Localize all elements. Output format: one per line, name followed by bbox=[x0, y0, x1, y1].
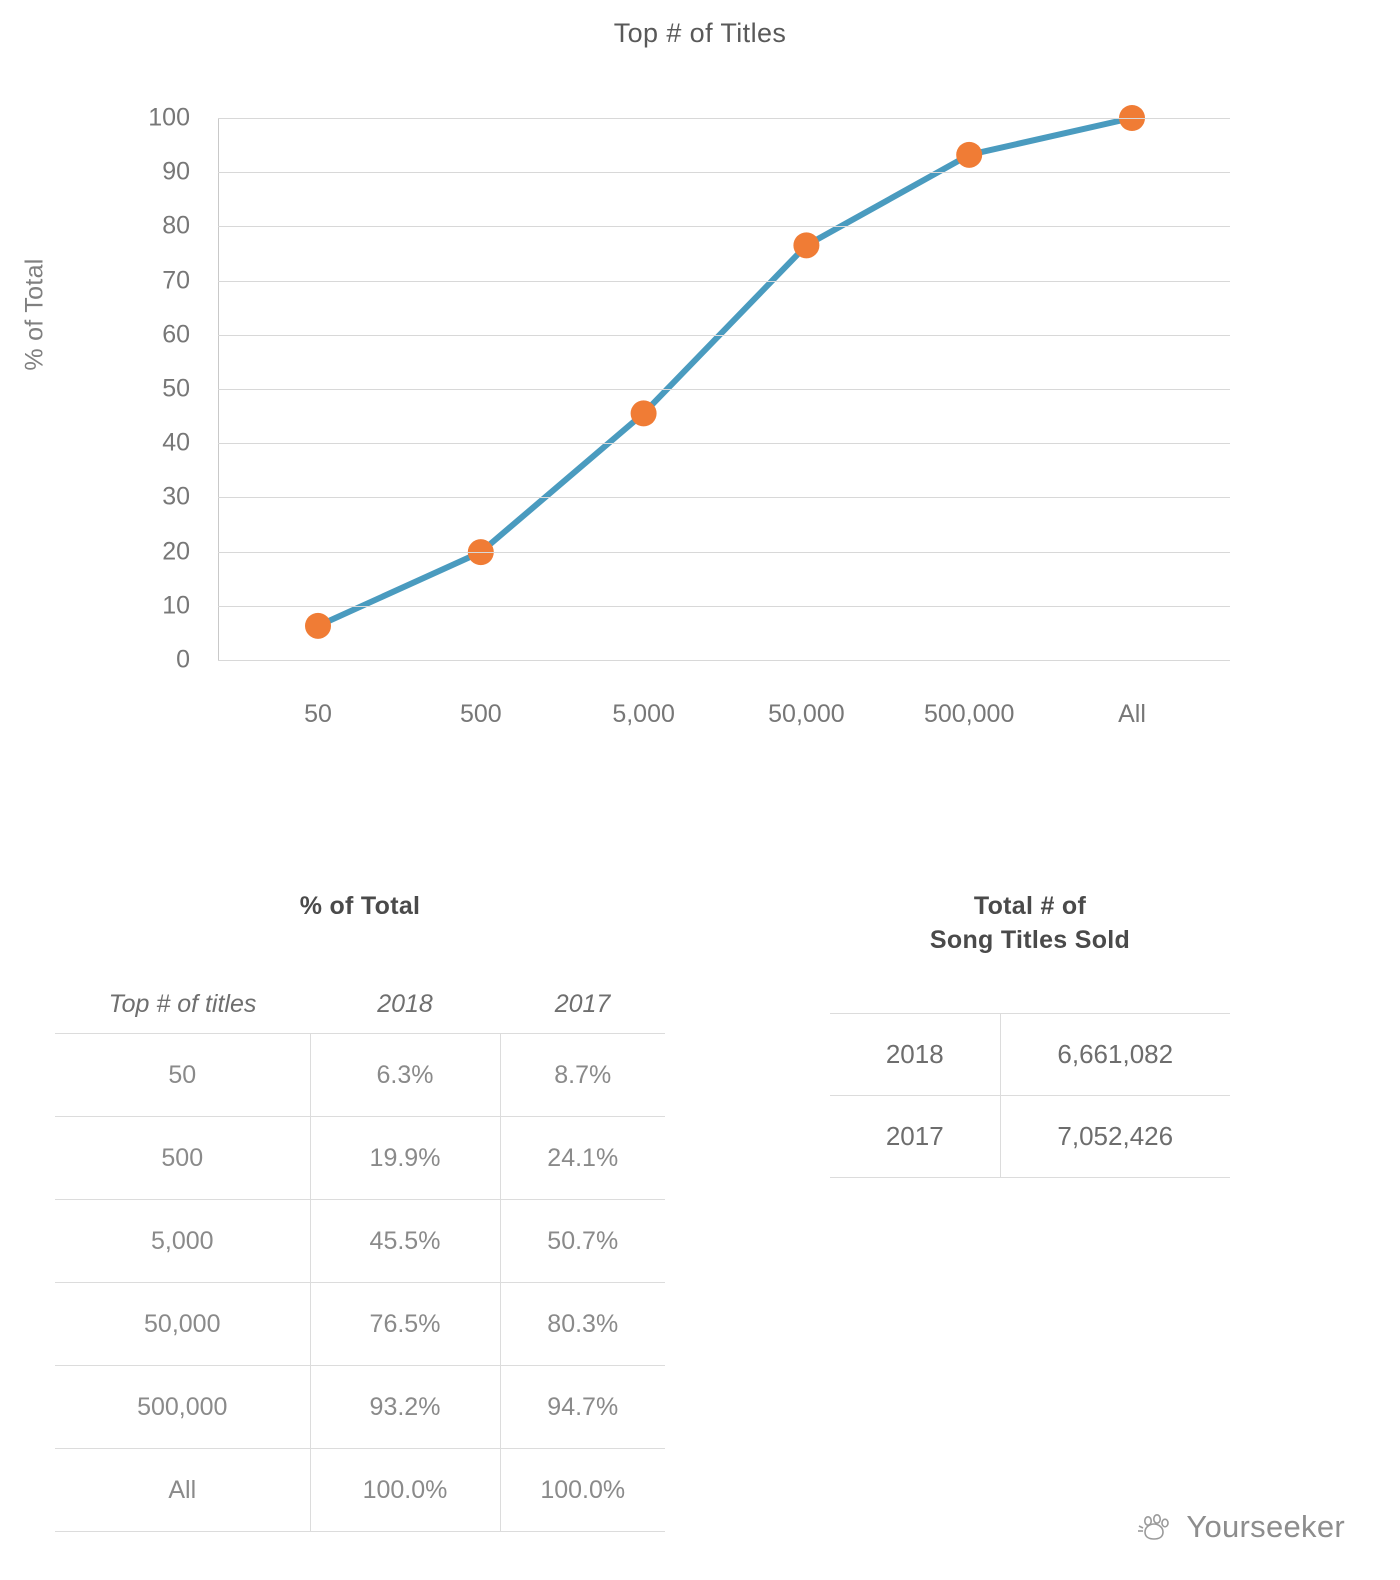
gridline bbox=[218, 443, 1230, 444]
table-cell: 94.7% bbox=[500, 1366, 665, 1449]
table-cell: 500 bbox=[55, 1117, 310, 1200]
data-point-marker bbox=[793, 232, 819, 258]
table-cell: 100.0% bbox=[310, 1449, 500, 1532]
gridline bbox=[218, 226, 1230, 227]
table-row bbox=[55, 1366, 665, 1449]
column-header: 2017 bbox=[554, 990, 611, 1018]
table-cell: 50 bbox=[55, 1034, 310, 1117]
table-cell: All bbox=[55, 1449, 310, 1532]
table-header-row bbox=[55, 976, 665, 1034]
table-row bbox=[55, 1200, 665, 1283]
paw-print-icon bbox=[1136, 1512, 1174, 1542]
totals-heading-line2: Song Titles Sold bbox=[929, 925, 1131, 954]
y-axis-tick: 100 bbox=[148, 103, 190, 132]
y-axis-tick: 70 bbox=[162, 266, 190, 295]
column-header: 2018 bbox=[377, 990, 433, 1018]
percent-of-total-table bbox=[55, 976, 665, 1533]
watermark bbox=[1136, 1509, 1345, 1545]
y-axis-tick: 50 bbox=[162, 374, 190, 403]
table-cell: 19.9% bbox=[310, 1117, 500, 1200]
gridline bbox=[218, 172, 1230, 173]
totals-heading-line1: Total # of bbox=[973, 892, 1087, 920]
x-axis-tick: 500 bbox=[459, 700, 502, 728]
value-cell: 6,661,082 bbox=[1000, 1013, 1230, 1095]
gridline bbox=[218, 552, 1230, 553]
gridline bbox=[218, 281, 1230, 282]
data-point-marker bbox=[956, 142, 982, 168]
table-row bbox=[830, 1095, 1230, 1177]
table-cell: 50.7% bbox=[500, 1200, 665, 1283]
y-axis-tick: 10 bbox=[162, 591, 190, 620]
x-axis-tick: All bbox=[1118, 700, 1146, 728]
y-axis-tick-labels bbox=[100, 103, 190, 674]
x-axis-tick: 50 bbox=[304, 700, 332, 728]
percent-of-total-table-block bbox=[55, 890, 665, 1532]
plot-area bbox=[218, 118, 1230, 660]
y-axis-tick: 20 bbox=[162, 537, 190, 566]
table-cell: 80.3% bbox=[500, 1283, 665, 1366]
table-cell: 24.1% bbox=[500, 1117, 665, 1200]
total-titles-sold-table bbox=[830, 1013, 1230, 1178]
x-axis-tick: 5,000 bbox=[612, 700, 675, 728]
x-axis-tick-labels bbox=[218, 700, 1230, 740]
x-axis-tick: 50,000 bbox=[768, 700, 845, 728]
year-cell: 2017 bbox=[830, 1095, 1000, 1177]
table-row bbox=[830, 1013, 1230, 1095]
y-axis-tick: 60 bbox=[162, 320, 190, 349]
table-cell: 93.2% bbox=[310, 1366, 500, 1449]
gridline bbox=[218, 660, 1230, 661]
series-line bbox=[318, 118, 1132, 626]
table-cell: 5,000 bbox=[55, 1200, 310, 1283]
tables-container bbox=[0, 890, 1400, 1580]
table-row bbox=[55, 1034, 665, 1117]
gridline bbox=[218, 389, 1230, 390]
table-cell: 8.7% bbox=[500, 1034, 665, 1117]
table-cell: 6.3% bbox=[310, 1034, 500, 1117]
y-axis-tick: 90 bbox=[162, 157, 190, 186]
table-cell: 100.0% bbox=[500, 1449, 665, 1532]
total-titles-sold-block bbox=[830, 890, 1230, 1178]
table-row bbox=[55, 1449, 665, 1532]
year-cell: 2018 bbox=[830, 1013, 1000, 1095]
column-header: Top # of titles bbox=[108, 990, 257, 1018]
chart-container bbox=[0, 0, 1400, 780]
data-point-marker bbox=[305, 613, 331, 639]
chart-title: Top # of Titles bbox=[613, 18, 787, 48]
y-axis-tick: 30 bbox=[162, 482, 190, 511]
totals-table-heading bbox=[830, 890, 1230, 958]
value-cell: 7,052,426 bbox=[1000, 1095, 1230, 1177]
data-point-marker bbox=[631, 400, 657, 426]
gridline bbox=[218, 118, 1230, 119]
x-axis-tick: 500,000 bbox=[924, 700, 1015, 728]
y-axis-tick: 80 bbox=[162, 211, 190, 240]
table-row bbox=[55, 1117, 665, 1200]
watermark-label: Yourseeker bbox=[1186, 1509, 1345, 1544]
gridline bbox=[218, 335, 1230, 336]
table-row bbox=[55, 1283, 665, 1366]
y-axis-title: % of Total bbox=[20, 258, 49, 371]
percent-table-heading: % of Total bbox=[299, 892, 421, 920]
table-cell: 50,000 bbox=[55, 1283, 310, 1366]
table-cell: 45.5% bbox=[310, 1200, 500, 1283]
gridline bbox=[218, 606, 1230, 607]
gridline bbox=[218, 497, 1230, 498]
y-axis-tick: 40 bbox=[162, 428, 190, 457]
table-cell: 500,000 bbox=[55, 1366, 310, 1449]
table-cell: 76.5% bbox=[310, 1283, 500, 1366]
y-axis-tick: 0 bbox=[176, 645, 190, 674]
